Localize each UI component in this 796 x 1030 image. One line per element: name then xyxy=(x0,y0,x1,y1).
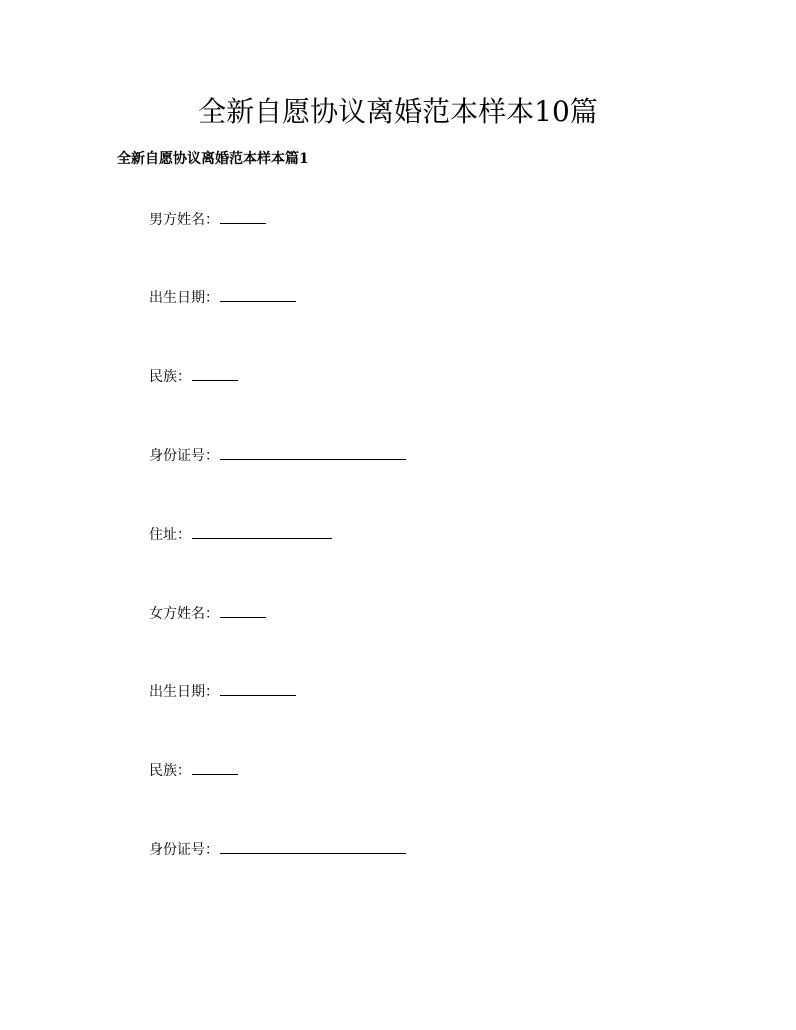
field-label: 出生日期： xyxy=(149,290,219,306)
male-birthdate-field xyxy=(149,287,296,309)
fill-in-blank xyxy=(220,287,296,302)
document-title: 全新自愿协议离婚范本样本10篇 xyxy=(198,95,598,128)
fill-in-blank xyxy=(220,839,406,854)
male-address-field xyxy=(149,524,332,546)
fill-in-blank xyxy=(220,603,266,618)
male-id-number-field xyxy=(149,445,406,467)
field-label: 民族： xyxy=(149,369,191,385)
fill-in-blank xyxy=(220,681,296,696)
field-label: 身份证号： xyxy=(149,842,219,858)
female-id-number-field xyxy=(149,839,406,861)
fill-in-blank xyxy=(192,524,332,539)
field-label: 民族： xyxy=(149,763,191,779)
female-name-field xyxy=(149,603,266,625)
field-label: 男方姓名： xyxy=(149,212,219,228)
fill-in-blank xyxy=(220,445,406,460)
section-heading: 全新自愿协议离婚范本样本篇1 xyxy=(117,151,309,167)
male-name-field xyxy=(149,209,266,231)
female-ethnicity-field xyxy=(149,760,238,782)
field-label: 住址： xyxy=(149,527,191,543)
field-label: 出生日期： xyxy=(149,684,219,700)
field-label: 身份证号： xyxy=(149,448,219,464)
field-label: 女方姓名： xyxy=(149,606,219,622)
fill-in-blank xyxy=(220,209,266,224)
fill-in-blank xyxy=(192,760,238,775)
male-ethnicity-field xyxy=(149,366,238,388)
female-birthdate-field xyxy=(149,681,296,703)
fill-in-blank xyxy=(192,366,238,381)
